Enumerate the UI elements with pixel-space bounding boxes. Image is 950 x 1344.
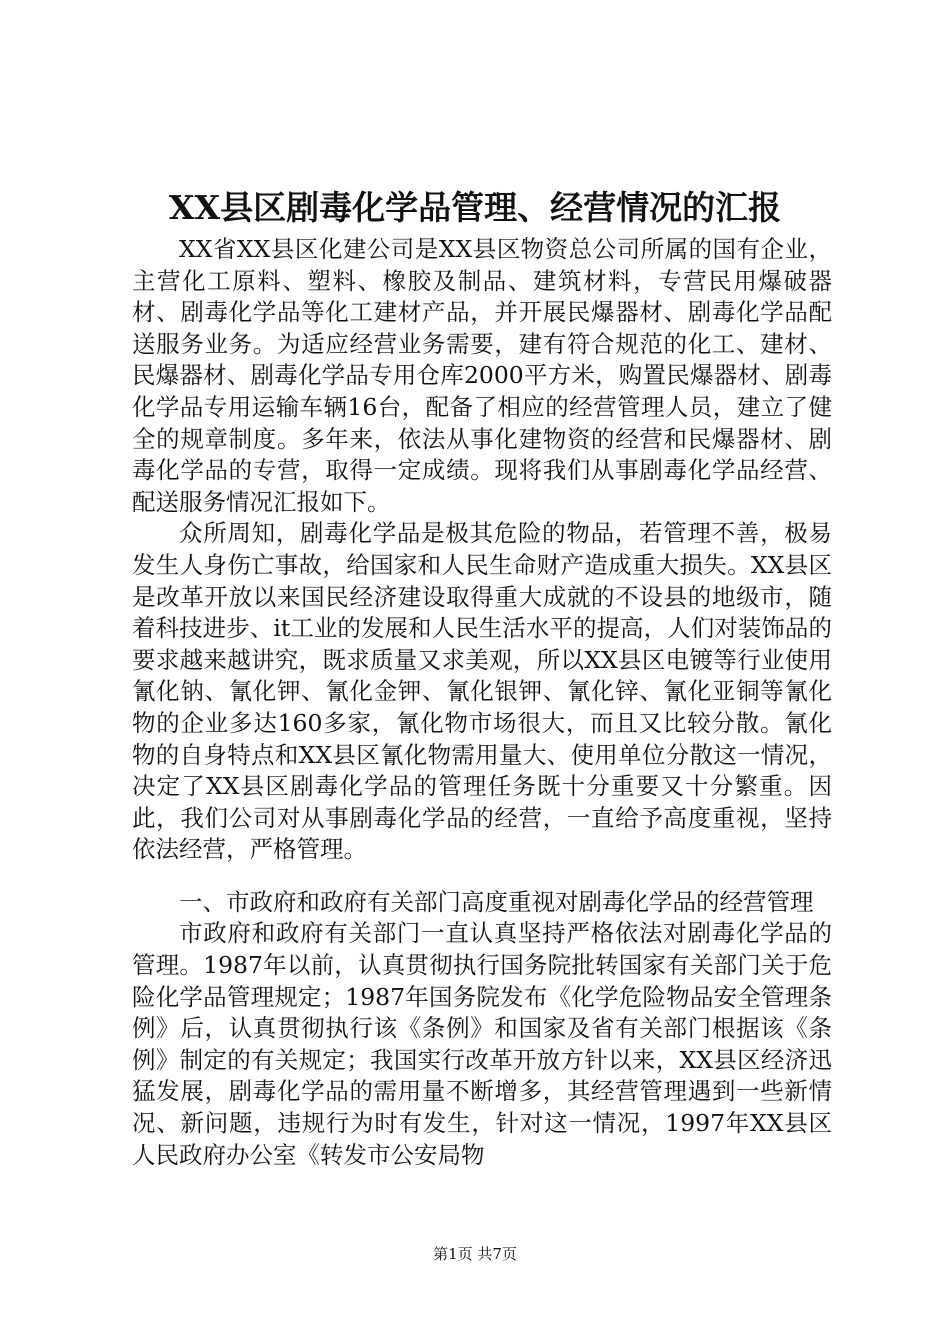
document-title: XX县区剧毒化学品管理、经营情况的汇报 xyxy=(168,188,782,227)
section-heading-1: 一、市政府和政府有关部门高度重视对剧毒化学品的经营管理 xyxy=(179,887,814,916)
page-footer: 第1页 共7页 xyxy=(433,1245,517,1263)
paragraph-section-1: 市政府和政府有关部门一直认真坚持严格依法对剧毒化学品的管理。1987年以前，认真贯彻执行国务院批转国家有关部门关于危险化学品管理规定；1987年国务院发布《化学危险物品安全管理条例》后，认真贯彻执行该《条例》和国家及省有关部门根据该《条例》制定的有关规定；我国实行改革开放方针以来，XX县区经济迅猛发展，剧毒化学品的需用量不断增多，其经营管理遇到一些新情况、新问题，违规行为时有发生，针对这一情况，1997年XX县区人民政府办公室《转发市公安局物 xyxy=(132,919,832,1169)
paragraph-intro: XX省XX县区化建公司是XX县区物资总公司所属的国有企业，主营化工原料、塑料、橡胶及制品、建筑材料，专营民用爆破器材、剧毒化学品等化工建材产品，并开展民爆器材、剧毒化学品配送服务业务。为适应经营业务需要，建有符合规范的化工、建材、民爆器材、剧毒化学品专用仓库2000平方米，购置民爆器材、剧毒化学品专用运输车辆16台，配备了相应的经营管理人员，建立了健全的规章制度。多年来，依法从事化建物资的经营和民爆器材、剧毒化学品的专营，取得一定成绩。现将我们从事剧毒化学品经营、配送服务情况汇报如下。 xyxy=(132,235,832,516)
document-body xyxy=(132,234,832,1171)
paragraph-background: 众所周知，剧毒化学品是极其危险的物品，若管理不善，极易发生人身伤亡事故，给国家和人民生命财产造成重大损失。XX县区是改革开放以来国民经济建设取得重大成就的不设县的地级市，随着科技进步、it工业的发展和人民生活水平的提高，人们对装饰品的要求越来越讲究，既求质量又求美观，所以XX县区电镀等行业使用氰化钠、氰化钾、氰化金钾、氰化银钾、氰化锌、氰化亚铜等氰化物的企业多达160多家，氰化物市场很大，而且又比较分散。氰化物的自身特点和XX县区氰化物需用量大、使用单位分散这一情况，决定了XX县区剧毒化学品的管理任务既十分重要又十分繁重。因此，我们公司对从事剧毒化学品的经营，一直给予高度重视，坚持依法经营，严格管理。 xyxy=(132,519,832,864)
